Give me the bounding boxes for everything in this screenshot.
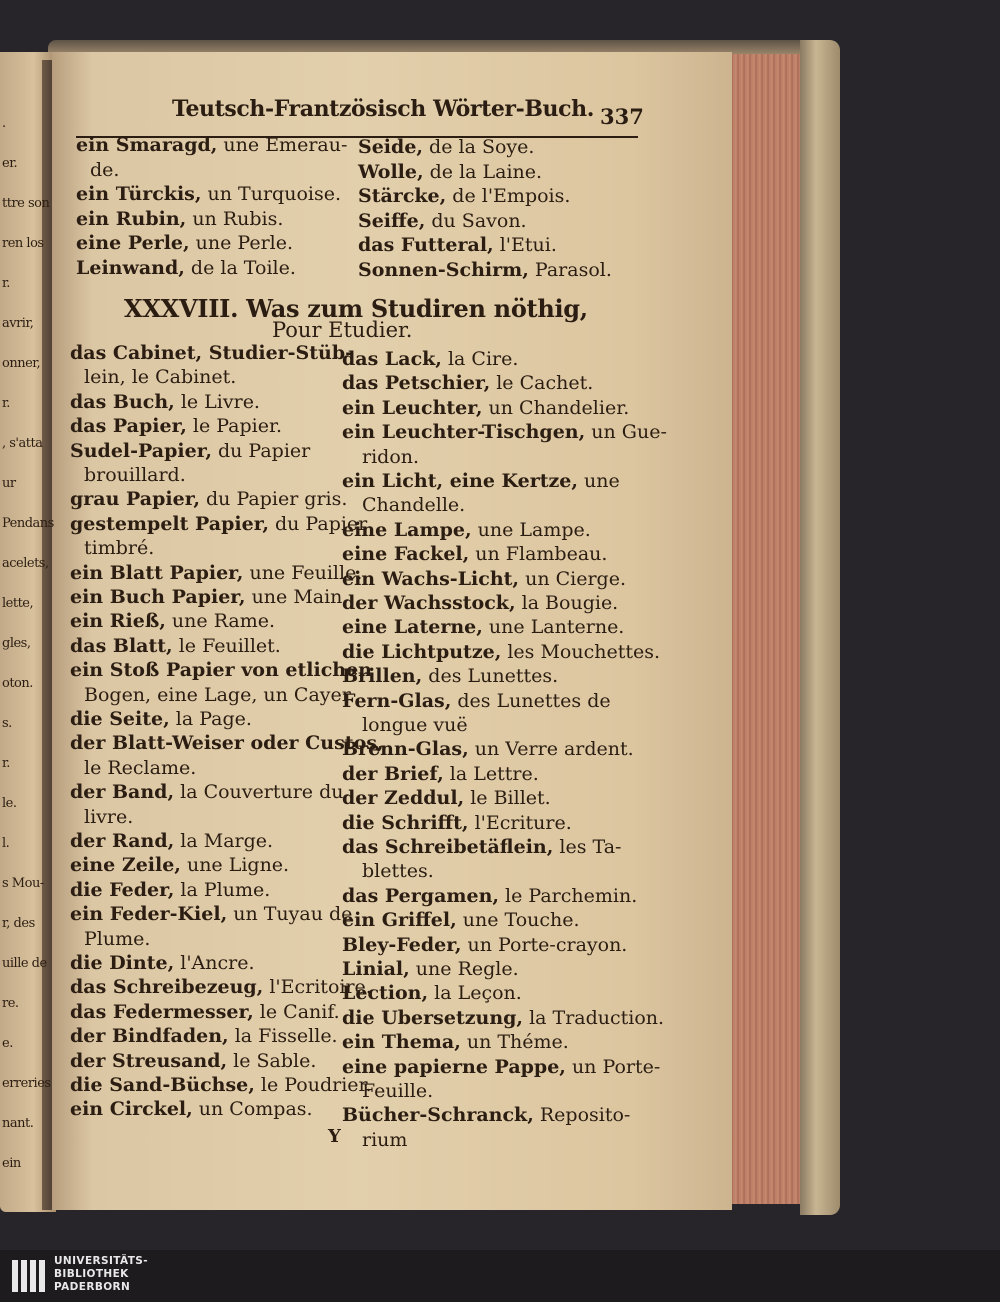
dictionary-entry [70, 415, 282, 437]
french-term: une [578, 470, 620, 492]
dictionary-entry [342, 665, 558, 687]
french-term: une Ligne. [180, 854, 290, 877]
dictionary-entry [358, 234, 557, 256]
french-term: un Théme. [460, 1031, 569, 1054]
french-term: un Rubis. [186, 207, 284, 230]
dictionary-entry [342, 738, 634, 760]
german-term: eine Perle, [76, 232, 190, 254]
library-name-line3: PADERBORN [54, 1281, 131, 1293]
french-term: le Parchemin. [499, 884, 638, 907]
french-term: une Regle. [409, 958, 519, 980]
german-term: Stärcke, [358, 185, 447, 207]
german-term: der Bindfaden, [70, 1025, 229, 1048]
dictionary-entry [342, 1104, 630, 1126]
french-term: un Flambeau. [469, 543, 608, 566]
french-term: une Perle. [189, 232, 294, 254]
french-term: les Ta- [553, 836, 622, 858]
german-term: Brenn-Glas, [342, 738, 469, 761]
german-term: Leinwand, [76, 256, 185, 279]
german-term: die Sand-Büchse, [70, 1074, 255, 1096]
dictionary-entry [342, 812, 572, 834]
library-name [54, 1255, 148, 1294]
entry-continuation: Feuille. [362, 1080, 434, 1102]
french-term: un Porte- [565, 1055, 661, 1078]
german-term: das Blatt, [70, 634, 173, 657]
entry-continuation: Chandelle. [362, 494, 466, 517]
german-term: das Pergamen, [342, 884, 500, 907]
german-term: der Blatt-Weiser oder Custos, [70, 732, 384, 755]
dictionary-entry [70, 952, 255, 974]
german-term: eine Fackel, [342, 543, 470, 566]
dictionary-entry [70, 1025, 338, 1047]
dictionary-entry [342, 372, 593, 394]
dictionary-entry [358, 185, 570, 207]
entry-continuation: de. [90, 158, 120, 181]
dictionary-entry [358, 136, 534, 158]
french-term: le Livre. [174, 390, 260, 413]
french-term: l'Ancre. [174, 952, 255, 974]
german-term: gestempelt Papier, [70, 512, 269, 535]
german-term: ein Buch Papier, [70, 586, 246, 608]
french-term: de la Toile. [184, 256, 296, 279]
dictionary-entry [70, 562, 362, 584]
german-term: Linial, [342, 958, 410, 980]
german-term: ein Türckis, [76, 183, 202, 205]
dictionary-entry [342, 885, 637, 907]
dictionary-entry [342, 641, 660, 663]
entry-continuation: le Reclame. [84, 756, 197, 779]
french-term: la Lettre. [443, 762, 539, 785]
left-page-fragment: onner, [2, 356, 41, 371]
left-page-fragment: nant. [2, 1116, 34, 1131]
german-term: der Band, [70, 781, 175, 804]
german-term: ein Blatt Papier, [70, 561, 244, 584]
page-content [52, 52, 732, 1210]
dictionary-entry [70, 659, 372, 681]
french-term: du Papier [211, 439, 311, 462]
left-page-fragment: r. [2, 276, 10, 291]
german-term: grau Papier, [70, 488, 200, 511]
left-page-fragment: r. [2, 396, 10, 411]
left-page-fragment: avrir, [2, 316, 34, 331]
french-term: du Savon. [425, 209, 527, 232]
dictionary-entry [342, 421, 667, 443]
french-term: l'Ecriture. [468, 811, 572, 834]
german-term: ein Rieß, [70, 610, 166, 633]
german-term: der Wachsstock, [342, 592, 516, 614]
german-term: ein Circkel, [70, 1098, 193, 1121]
left-page-fragment: ein [2, 1156, 21, 1171]
left-page-fragment: e. [2, 1036, 13, 1051]
german-term: Bücher-Schranck, [342, 1104, 534, 1127]
german-term: eine Lampe, [342, 518, 472, 541]
french-term: une Lanterne. [482, 616, 625, 639]
dictionary-entry [70, 854, 289, 876]
section-subtitle: Pour Etudier. [272, 318, 413, 342]
french-term: la Leçon. [428, 982, 522, 1005]
german-term: ein Stoß Papier von etlichen [70, 659, 372, 682]
french-term: une Touche. [456, 909, 580, 932]
french-term: de la Laine. [423, 160, 543, 183]
dictionary-entry [70, 610, 275, 632]
dictionary-entry [70, 635, 281, 657]
entry-continuation: Bogen, eine Lage, un Cayer. [84, 683, 355, 706]
german-term: eine Laterne, [342, 616, 483, 639]
german-term: das Buch, [70, 390, 175, 413]
french-term: une Lampe. [471, 518, 591, 541]
dictionary-entry [70, 903, 352, 925]
german-term: Fern-Glas, [342, 689, 452, 712]
dictionary-entry [342, 934, 627, 956]
left-page-fragment: gles, [2, 636, 31, 651]
french-term: le Sable. [227, 1049, 317, 1072]
german-term: das Lack, [342, 348, 442, 370]
dictionary-entry [70, 732, 384, 754]
french-term: l'Etui. [493, 234, 557, 256]
left-page-fragment: . [2, 116, 6, 131]
french-term: une Emerau- [217, 134, 348, 156]
dictionary-entry [70, 1074, 372, 1096]
french-term: le Cachet. [490, 372, 594, 395]
dictionary-entry [70, 1050, 316, 1072]
entry-continuation: livre. [84, 805, 134, 828]
dictionary-entry [76, 232, 293, 254]
french-term: une Rame. [165, 610, 276, 633]
dictionary-entry [70, 342, 353, 364]
dictionary-entry [342, 958, 519, 980]
german-term: Wolle, [358, 160, 424, 183]
french-term: du Papier gris. [199, 488, 348, 511]
german-term: die Feder, [70, 878, 175, 901]
page-number: 337 [600, 104, 644, 129]
dictionary-entry [70, 391, 260, 413]
german-term: die Ubersetzung, [342, 1006, 524, 1029]
french-term: un Gue- [585, 421, 667, 444]
french-term: la Plume. [174, 878, 271, 901]
dictionary-entry [358, 161, 542, 183]
french-term: des Lunettes de [451, 689, 611, 712]
dictionary-entry [342, 592, 618, 614]
dictionary-entry [70, 488, 347, 510]
german-term: das Futteral, [358, 234, 494, 256]
german-term: eine papierne Pappe, [342, 1055, 566, 1078]
left-page-fragment: l. [2, 836, 10, 851]
book-cover-edge [800, 40, 840, 1215]
french-term: un Verre ardent. [468, 738, 634, 761]
french-term: la Bougie. [515, 592, 619, 614]
entry-continuation: blettes. [362, 860, 434, 883]
left-page-fragment: s. [2, 716, 12, 731]
french-term: Reposito- [533, 1104, 631, 1127]
french-term: l'Ecritoire. [263, 976, 372, 999]
french-term: le Papier. [186, 415, 283, 438]
dictionary-entry [70, 879, 270, 901]
german-term: Sudel-Papier, [70, 439, 212, 462]
dictionary-entry [342, 763, 539, 785]
german-term: der Zeddul, [342, 787, 465, 810]
dictionary-entry [342, 397, 629, 419]
german-term: das Cabinet, Studier-Stüb- [70, 342, 354, 364]
dictionary-entry [342, 348, 518, 370]
german-term: ein Smaragd, [76, 134, 218, 156]
german-term: die Dinte, [70, 952, 175, 974]
german-term: Lection, [342, 982, 429, 1005]
german-term: ein Licht, eine Kertze, [342, 470, 578, 492]
entry-continuation: Plume. [84, 927, 151, 950]
dictionary-entry [342, 470, 620, 492]
german-term: das Federmesser, [70, 1000, 254, 1023]
left-page-text-fragments [0, 52, 56, 1212]
dictionary-entry [342, 690, 611, 712]
section-title: XXXVIII. Was zum Studiren nöthig, [124, 294, 588, 323]
left-page-fragment: , s'atta [2, 436, 43, 451]
german-term: die Lichtputze, [342, 640, 502, 663]
left-page-fragment: s Mou- [2, 876, 44, 891]
german-term: das Papier, [70, 415, 187, 438]
dictionary-entry [70, 1001, 340, 1023]
left-page-fragment: ttre son [2, 196, 50, 211]
entry-continuation: lein, le Cabinet. [84, 366, 237, 389]
dictionary-entry [70, 513, 367, 535]
french-term: Parasol. [528, 258, 612, 281]
french-term: une Feuille. [243, 561, 363, 584]
dictionary-entry [342, 1007, 664, 1029]
german-term: ein Leuchter, [342, 396, 483, 419]
dictionary-entry [70, 586, 348, 608]
left-page-fragment: erreries [2, 1076, 51, 1091]
left-page-fragment: r, des [2, 916, 35, 931]
entry-continuation: rium [362, 1128, 408, 1151]
french-term: la Couverture du [174, 781, 344, 804]
french-term: le Feuillet. [172, 634, 281, 657]
french-term: de l'Empois. [446, 185, 571, 207]
dictionary-entry [342, 616, 624, 638]
french-term: la Traduction. [523, 1006, 665, 1029]
left-page-fragment: uille de [2, 956, 47, 971]
french-term: un Chandelier. [482, 396, 630, 419]
entry-continuation: longue vuë [362, 714, 468, 736]
signature-mark: Y [328, 1126, 341, 1147]
french-term: la Fisselle. [228, 1025, 338, 1048]
left-page-fragment: Pendans [2, 516, 54, 531]
german-term: der Streusand, [70, 1049, 228, 1072]
german-term: ein Wachs-Licht, [342, 567, 520, 590]
left-page-fragment: re. [2, 996, 19, 1011]
dictionary-entry [76, 208, 283, 230]
german-term: eine Zeile, [70, 854, 181, 877]
dictionary-entry [70, 976, 372, 998]
dictionary-entry [70, 781, 344, 803]
french-term: le Poudrier. [254, 1074, 372, 1096]
german-term: der Brief, [342, 762, 444, 785]
left-page-fragment: ur [2, 476, 16, 491]
french-term: la Cire. [441, 348, 519, 370]
library-name-line1: UNIVERSITÄTS- [54, 1255, 149, 1267]
french-term: une Main. [245, 586, 349, 608]
german-term: ein Thema, [342, 1031, 461, 1054]
german-term: das Schreibetäflein, [342, 836, 554, 858]
dictionary-entry [342, 1056, 660, 1078]
dictionary-entry [342, 982, 522, 1004]
french-term: un Turquoise. [201, 183, 341, 205]
german-term: ein Leuchter-Tischgen, [342, 421, 586, 444]
french-term: les Mouchettes. [501, 640, 661, 663]
left-page-fragment: oton. [2, 676, 33, 691]
german-term: Brillen, [342, 665, 423, 688]
german-term: die Seite, [70, 708, 170, 730]
french-term: du Papier [268, 512, 368, 535]
running-head: Teutsch-Frantzösisch Wörter-Buch. [172, 96, 594, 122]
dictionary-entry [342, 836, 621, 858]
left-page-fragment: er. [2, 156, 18, 171]
entry-continuation: timbré. [84, 537, 155, 560]
dictionary-entry [358, 259, 612, 281]
french-term: un Porte-crayon. [461, 933, 628, 956]
dictionary-entry [70, 708, 252, 730]
library-logo-icon [10, 1256, 50, 1296]
german-term: ein Griffel, [342, 909, 457, 932]
left-page-fragment: le. [2, 796, 17, 811]
french-term: le Canif. [253, 1000, 340, 1023]
german-term: ein Feder-Kiel, [70, 903, 228, 926]
german-term: der Rand, [70, 830, 175, 852]
dictionary-entry [70, 1098, 313, 1120]
dictionary-entry [358, 210, 527, 232]
german-term: das Petschier, [342, 372, 491, 395]
dictionary-entry [70, 440, 310, 462]
left-page-fragment: lette, [2, 596, 34, 611]
french-term: la Marge. [174, 830, 274, 852]
dictionary-entry [342, 568, 626, 590]
dictionary-entry [70, 830, 273, 852]
library-name-line2: BIBLIOTHEK [54, 1268, 129, 1280]
german-term: Seiffe, [358, 209, 426, 232]
french-term: le Billet. [464, 787, 551, 810]
dictionary-entry [342, 787, 551, 809]
dictionary-entry [76, 183, 341, 205]
german-term: Bley-Feder, [342, 933, 462, 956]
german-term: Seide, [358, 136, 424, 158]
entry-continuation: brouillard. [84, 464, 186, 486]
left-page-fragment: acelets, [2, 556, 49, 571]
entry-continuation: ridon. [362, 445, 420, 468]
dictionary-entry [342, 519, 591, 541]
french-term: la Page. [169, 708, 252, 730]
footer-bar [0, 1250, 1000, 1302]
french-term: des Lunettes. [422, 665, 559, 688]
dictionary-entry [342, 909, 580, 931]
left-page-fragment: ren los [2, 236, 44, 251]
dictionary-entry [342, 1031, 569, 1053]
left-page-fragment: r. [2, 756, 10, 771]
french-term: un Compas. [192, 1098, 313, 1121]
french-term: de la Soye. [423, 136, 535, 158]
dictionary-entry [76, 134, 347, 156]
dictionary-entry [76, 257, 296, 279]
german-term: Sonnen-Schirm, [358, 258, 529, 281]
german-term: die Schrifft, [342, 811, 469, 834]
german-term: das Schreibezeug, [70, 976, 264, 999]
french-term: un Tuyau de [227, 903, 353, 926]
french-term: un Cierge. [519, 567, 627, 590]
dictionary-entry [342, 543, 607, 565]
german-term: ein Rubin, [76, 207, 187, 230]
